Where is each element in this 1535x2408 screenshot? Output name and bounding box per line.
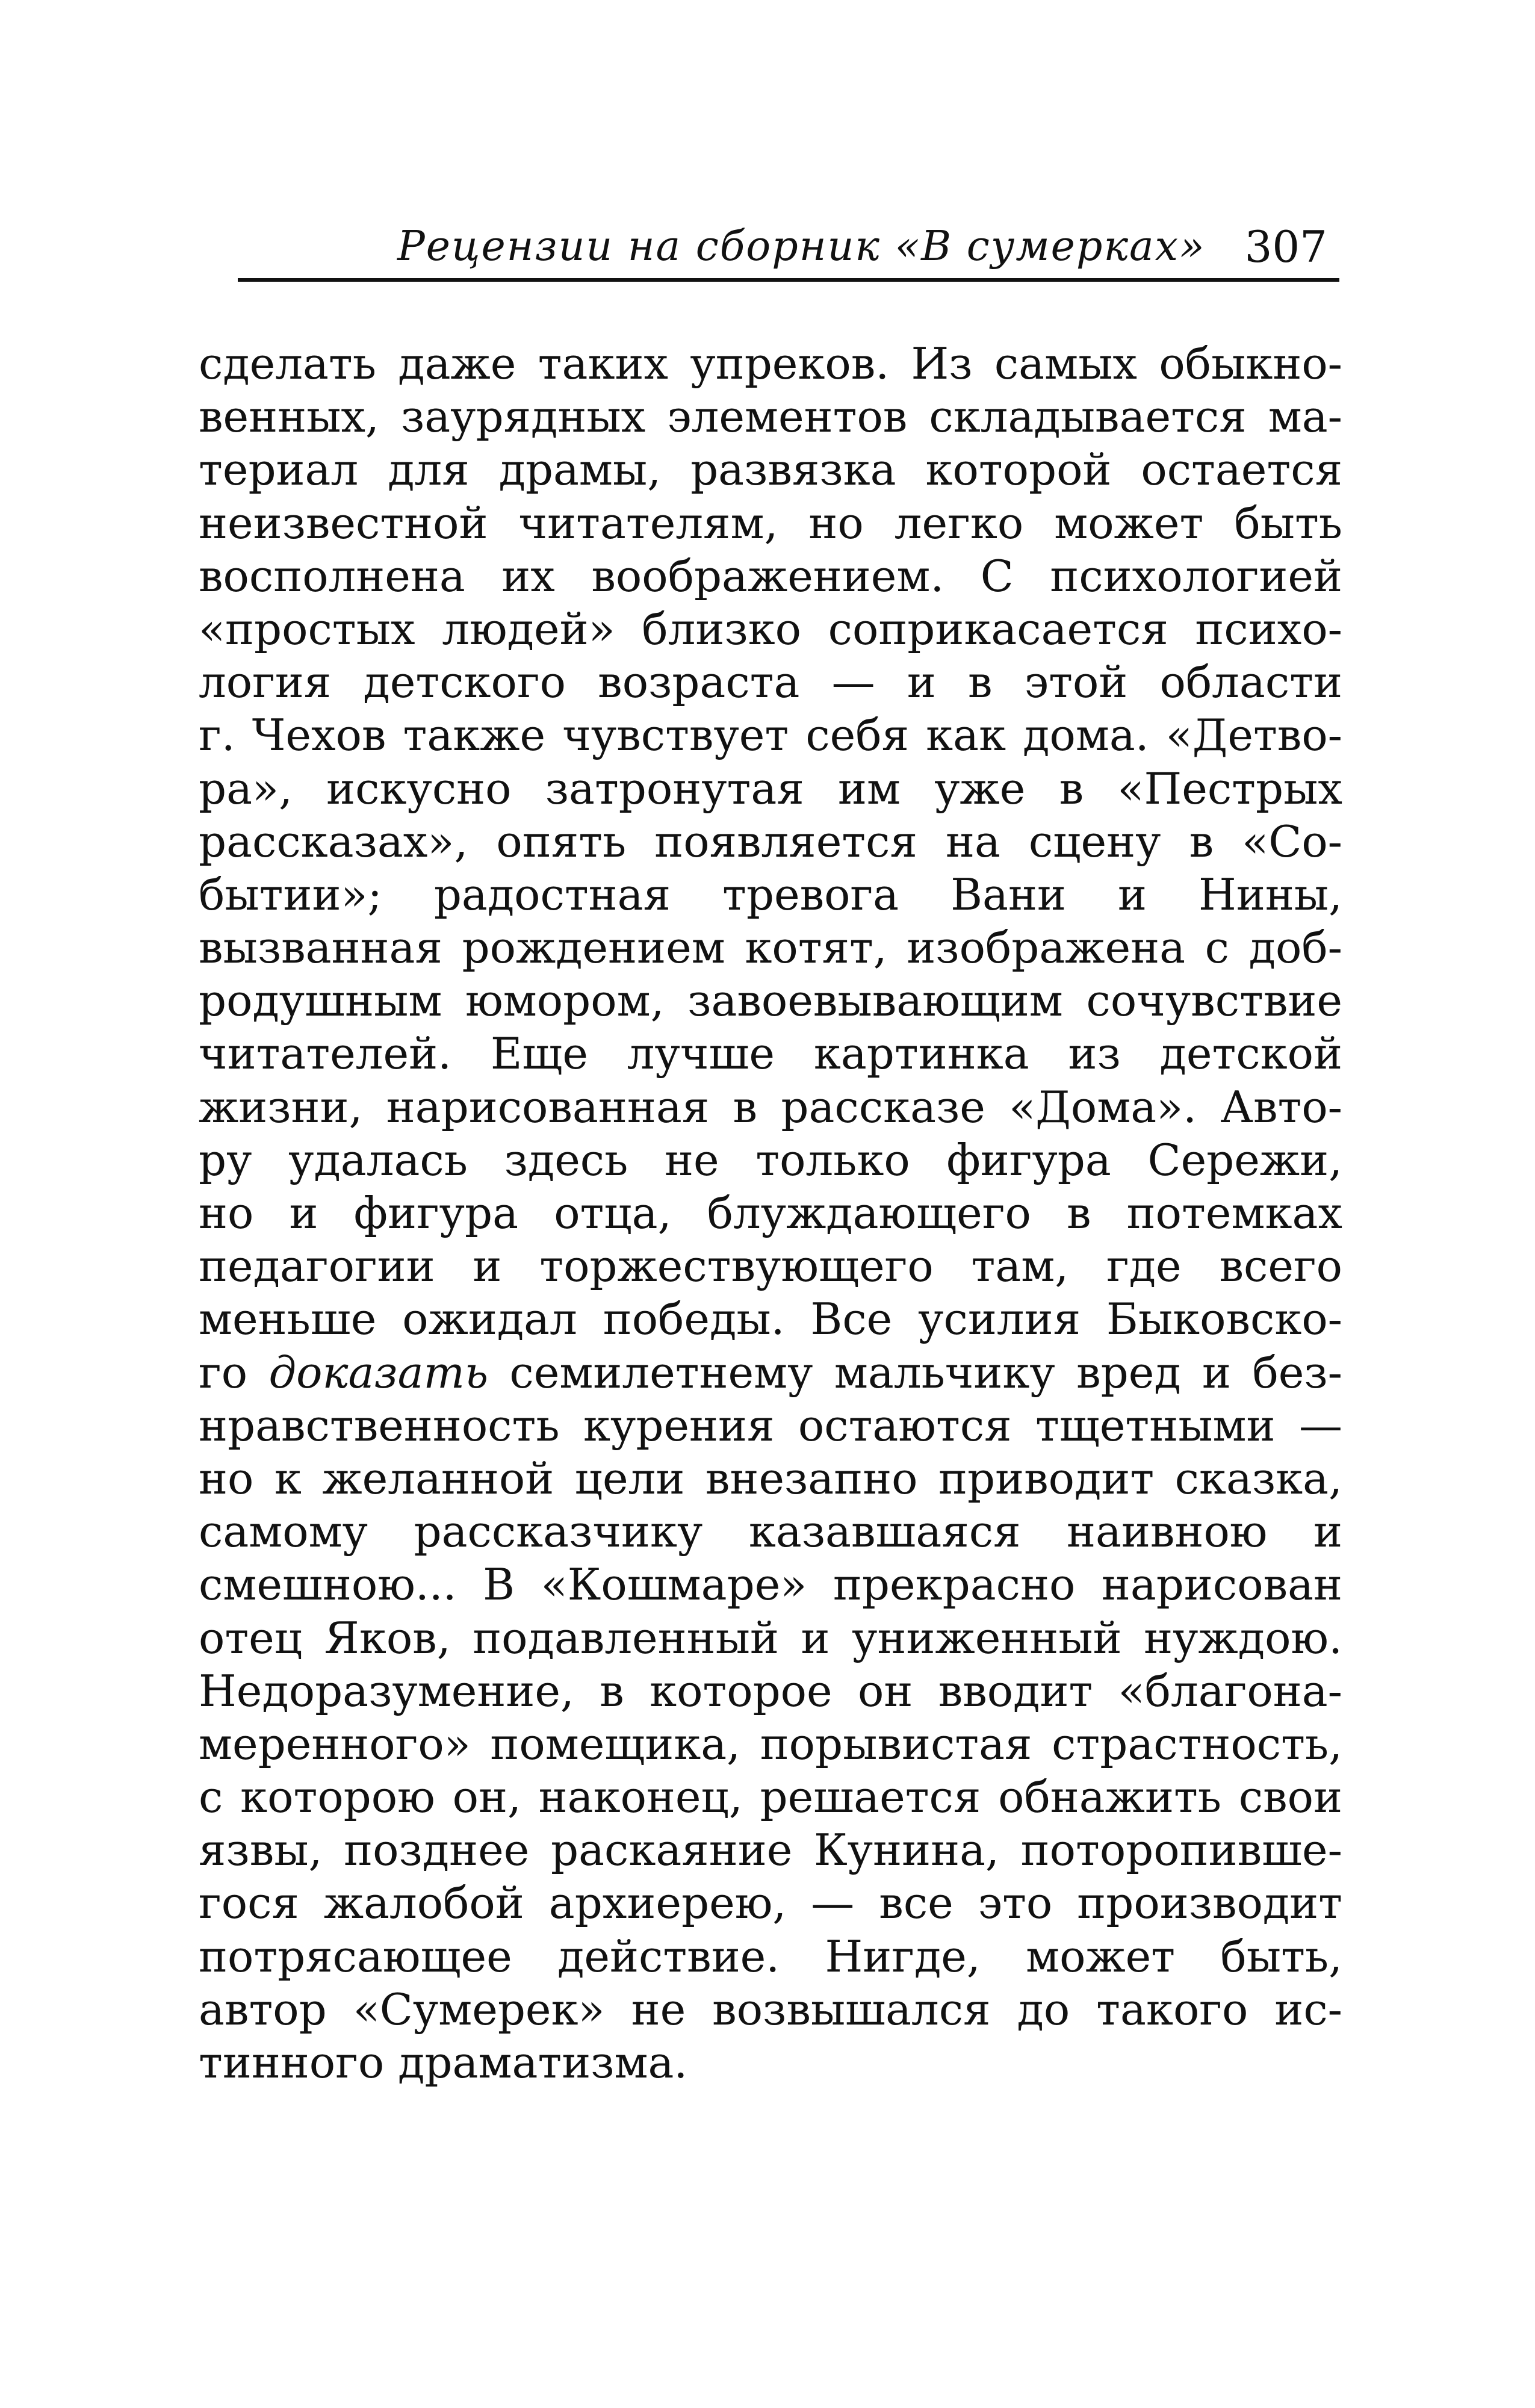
text-line: педагогии и торжествующего там, где всего <box>199 1241 1342 1292</box>
header-rule <box>238 278 1339 282</box>
text-line: вызванная рождением котят, изображена с доб- <box>199 922 1342 973</box>
text-line-emphasis <box>199 1346 1342 1399</box>
text-line: ра», искусно затронутая им уже в «Пестрых <box>199 763 1342 814</box>
line-start: го <box>199 1347 269 1398</box>
text-line: «простых людей» близко соприкасается психо- <box>199 603 1342 654</box>
text-line: но к желанной цели внезапно приводит сказка, <box>199 1453 1342 1504</box>
text-line: венных, заурядных элементов складывается ма- <box>199 391 1342 442</box>
text-line: сделать даже таких упреков. Из самых обыкно- <box>199 338 1342 389</box>
text-line: язвы, позднее раскаяние Кунина, поторопивше- <box>199 1825 1342 1876</box>
text-line: гося жалобой архиерею, — все это производит <box>199 1878 1342 1929</box>
page-number: 307 <box>1244 222 1327 272</box>
text-line: родушным юмором, завоевывающим сочувствие <box>199 975 1342 1026</box>
running-head <box>238 199 1339 271</box>
text-line: самому рассказчику казавшаяся наивною и <box>199 1506 1342 1557</box>
text-line: г. Чехов также чувствует себя как дома. «Детво- <box>199 710 1342 761</box>
text-line: рассказах», опять появляется на сцену в «Со- <box>199 816 1342 867</box>
text-line: но и фигура отца, блуждающего в потемках <box>199 1188 1342 1238</box>
text-line: бытии»; радостная тревога Вани и Нины, <box>199 869 1342 920</box>
text-line: автор «Сумерек» не возвышался до такого ис- <box>199 1984 1342 2035</box>
text-line: логия детского возраста — и в этой области <box>199 657 1342 708</box>
italic-emphasis: доказать <box>268 1347 489 1398</box>
text-line: нравственность курения остаются тщетными — <box>199 1400 1342 1451</box>
text-line: Недоразумение, в которое он вводит «благона- <box>199 1665 1342 1716</box>
text-line: меньше ожидал победы. Все усилия Быковско- <box>199 1294 1342 1345</box>
text-line: неизвестной читателям, но легко может быть <box>199 497 1342 548</box>
text-line-last: тинного драматизма. <box>199 2037 688 2088</box>
body-text <box>199 337 1342 2089</box>
text-line: с которою он, наконец, решается обнажить свои <box>199 1772 1342 1823</box>
line-end: семилетнему мальчику вред и без- <box>488 1347 1342 1398</box>
text-line: ру удалась здесь не только фигура Сережи, <box>199 1134 1342 1185</box>
text-line: потрясающее действие. Нигде, может быть, <box>199 1931 1342 1982</box>
running-title: Рецензии на сборник «В сумерках» <box>397 223 1206 270</box>
text-line: смешною... В «Кошмаре» прекрасно нарисован <box>199 1559 1342 1610</box>
text-line: отец Яков, подавленный и униженный нуждою. <box>199 1612 1342 1663</box>
text-line: меренного» помещика, порывистая страстность, <box>199 1718 1342 1769</box>
text-line: териал для драмы, развязка которой остается <box>199 444 1342 495</box>
text-line: восполнена их воображением. С психологией <box>199 550 1342 601</box>
text-line: жизни, нарисованная в рассказе «Дома». Авто- <box>199 1081 1342 1132</box>
text-line: читателей. Еще лучше картинка из детской <box>199 1028 1342 1079</box>
